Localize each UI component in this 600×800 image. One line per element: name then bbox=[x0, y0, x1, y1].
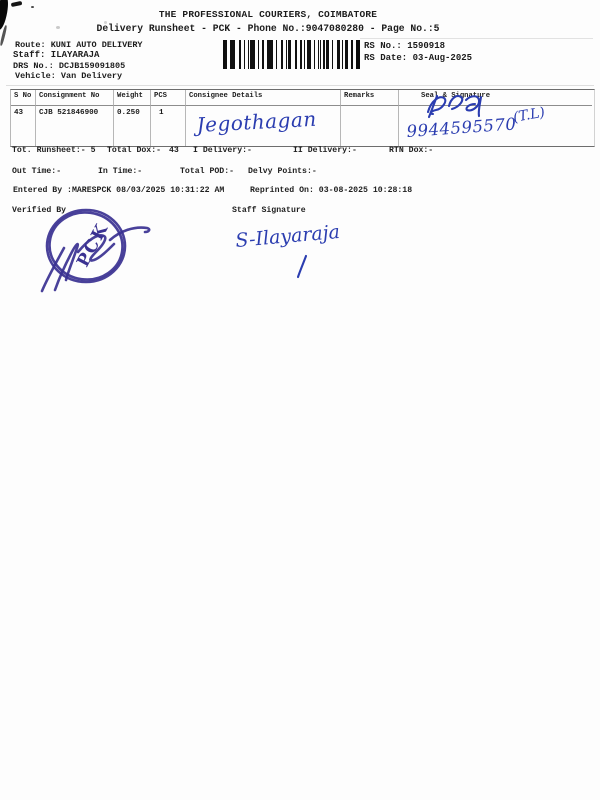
document-subtitle: Delivery Runsheet - PCK - Phone No.:9047080280 - Page No.:5 bbox=[96, 23, 440, 34]
col-header-consignment-no: Consignment No bbox=[36, 90, 114, 106]
col-header-sno: S No bbox=[11, 90, 36, 106]
pck-verification-stamp bbox=[42, 208, 149, 291]
total-pod: Total POD:- bbox=[180, 166, 235, 176]
cell-pcs: 1 bbox=[151, 106, 186, 146]
document-title: THE PROFESSIONAL COURIERS, COIMBATORE bbox=[158, 9, 378, 20]
cell-sno: 43 bbox=[11, 106, 36, 146]
handwritten-side-note: (T.L) bbox=[511, 104, 547, 126]
cell-seal-signature bbox=[399, 106, 592, 146]
signature-flick-stroke bbox=[298, 256, 306, 277]
scan-dot-artifact bbox=[31, 6, 34, 8]
col-header-pcs: PCS bbox=[151, 90, 186, 106]
cell-consignment-no: CJB 521846900 bbox=[36, 106, 114, 146]
ii-delivery: II Delivery:- bbox=[293, 146, 357, 155]
out-time: Out Time:- bbox=[12, 166, 62, 176]
entered-by: Entered By :MARESPCK 08/03/2025 10:31:22 AM bbox=[13, 186, 225, 195]
col-header-consignee-details: Consignee Details bbox=[186, 90, 341, 106]
col-header-seal-signature: Seal & Signature bbox=[399, 90, 592, 106]
stamp-text: PCK bbox=[73, 219, 114, 271]
handwritten-consignee-name: Jegothagan bbox=[196, 106, 318, 137]
reprinted-on: Reprinted On: 03-08-2025 10:28:18 bbox=[250, 186, 413, 195]
drs-no-line: DRS No.: DCJB159091805 bbox=[13, 61, 126, 71]
total-dox-label: Total Dox:- bbox=[107, 146, 162, 155]
staff-line: Staff: ILAYARAJA bbox=[13, 49, 100, 60]
stamp-circle-double-strike bbox=[45, 208, 127, 285]
handwritten-phone-number: 9944595570 bbox=[405, 114, 517, 141]
handwritten-staff-signature: S-Ilayaraja bbox=[234, 220, 341, 252]
scan-rule bbox=[360, 38, 593, 39]
vehicle-line: Vehicle: Van Delivery bbox=[15, 70, 123, 81]
stamp-signature-stroke bbox=[78, 235, 114, 260]
scan-rule bbox=[6, 85, 594, 86]
stamp-signature-stroke bbox=[42, 248, 64, 291]
route-line: Route: KUNI AUTO DELIVERY bbox=[15, 39, 143, 50]
scan-dash-artifact bbox=[11, 1, 22, 7]
cell-consignee-details bbox=[186, 106, 341, 146]
total-dox-value: 43 bbox=[169, 146, 179, 155]
rtn-dox: RTN Dox:- bbox=[389, 146, 434, 155]
col-header-remarks: Remarks bbox=[341, 90, 399, 106]
stamp-signature-stroke bbox=[110, 228, 149, 240]
rs-no-line: RS No.: 1590918 bbox=[364, 41, 446, 51]
in-time: In Time:- bbox=[98, 166, 143, 176]
stamp-signature-stroke bbox=[55, 244, 78, 290]
cell-weight: 0.250 bbox=[114, 106, 151, 146]
tot-runsheet: Tot. Runsheet:- 5 bbox=[12, 146, 96, 155]
col-header-weight: Weight bbox=[114, 90, 151, 106]
consignment-table bbox=[10, 89, 595, 147]
stamp-circle bbox=[47, 210, 125, 282]
cell-remarks bbox=[341, 106, 399, 146]
verified-by-label: Verified By bbox=[12, 205, 67, 215]
staff-signature-label: Staff Signature bbox=[232, 205, 306, 215]
delvy-points: Delvy Points:- bbox=[248, 166, 317, 176]
runsheet-barcode bbox=[223, 40, 360, 69]
i-delivery: I Delivery:- bbox=[193, 146, 252, 155]
rs-date-line: RS Date: 03-Aug-2025 bbox=[364, 53, 473, 63]
